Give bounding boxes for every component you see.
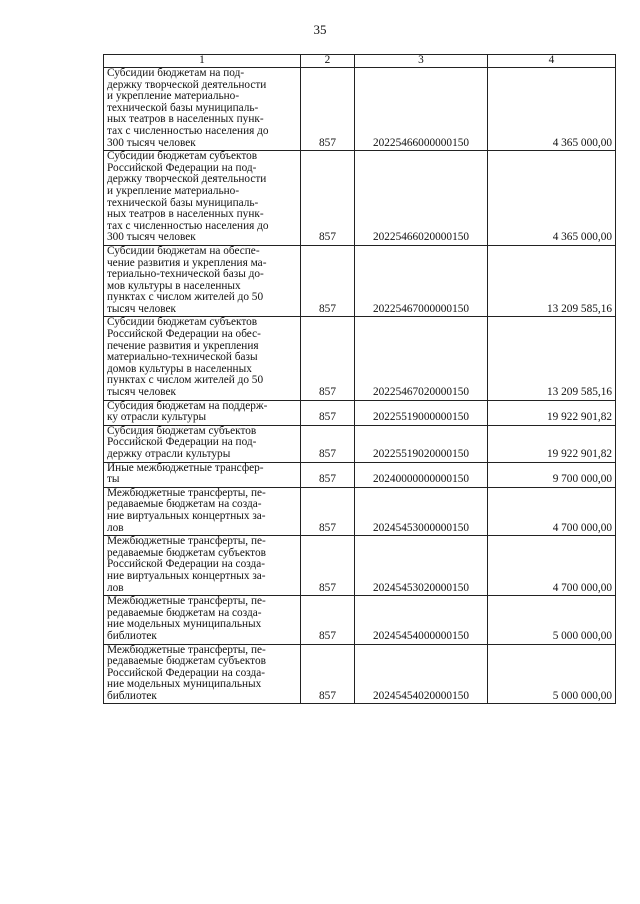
table-row xyxy=(104,425,616,462)
table-row xyxy=(104,400,616,425)
row-amount: 4 700 000,00 xyxy=(488,487,616,535)
row-code: 857 xyxy=(301,151,355,246)
row-description: Субсидия бюджетам на поддерж- ку отрасли культуры xyxy=(104,400,301,425)
row-code: 857 xyxy=(301,245,355,317)
column-header: 1 xyxy=(104,55,301,68)
row-amount: 13 209 585,16 xyxy=(488,317,616,400)
row-code: 857 xyxy=(301,462,355,487)
table-row xyxy=(104,151,616,246)
row-code: 857 xyxy=(301,68,355,151)
row-code: 857 xyxy=(301,425,355,462)
row-description: Субсидия бюджетам субъектов Российской Федерации на под- держку отрасли культуры xyxy=(104,425,301,462)
row-kbk-code: 20245454000000150 xyxy=(355,596,488,644)
row-description: Иные межбюджетные трансфер- ты xyxy=(104,462,301,487)
table-row xyxy=(104,68,616,151)
row-description: Субсидии бюджетам на под- держку творческой деятельности и укрепление материально- технической базы муниципаль- ных театров в населенных пунк- тах с численностью населения до 300 тысяч человек xyxy=(104,68,301,151)
row-kbk-code: 20225466020000150 xyxy=(355,151,488,246)
table-row xyxy=(104,644,616,704)
row-description: Межбюджетные трансферты, пе- редаваемые бюджетам субъектов Российской Федерации на созда- ние виртуальных концертных за- лов xyxy=(104,536,301,596)
row-kbk-code: 20225519020000150 xyxy=(355,425,488,462)
row-amount: 4 365 000,00 xyxy=(488,68,616,151)
row-kbk-code: 20225467000000150 xyxy=(355,245,488,317)
table-row xyxy=(104,462,616,487)
row-description: Межбюджетные трансферты, пе- редаваемые бюджетам на созда- ние модельных муниципальных библиотек xyxy=(104,596,301,644)
row-amount: 4 365 000,00 xyxy=(488,151,616,246)
row-code: 857 xyxy=(301,536,355,596)
row-description: Субсидии бюджетам на обеспе- чение развития и укрепления ма- териально-технической базы до- мов культуры в населенных пунктах с числом жителей до 50 тысяч человек xyxy=(104,245,301,317)
column-header: 3 xyxy=(355,55,488,68)
column-header: 4 xyxy=(488,55,616,68)
table-header-row xyxy=(104,55,616,68)
row-description: Субсидии бюджетам субъектов Российской Федерации на под- держку творческой деятельности и укрепление материально- технической базы муниципаль- ных театров в населенных пунк- тах с численностью населения до 300 тысяч человек xyxy=(104,151,301,246)
table-row xyxy=(104,317,616,400)
row-kbk-code: 20245453000000150 xyxy=(355,487,488,535)
row-amount: 4 700 000,00 xyxy=(488,536,616,596)
row-amount: 5 000 000,00 xyxy=(488,596,616,644)
table-row xyxy=(104,536,616,596)
page-number: 35 xyxy=(313,22,327,37)
row-kbk-code: 20240000000000150 xyxy=(355,462,488,487)
budget-table xyxy=(103,54,616,704)
row-amount: 5 000 000,00 xyxy=(488,644,616,704)
row-kbk-code: 20245453020000150 xyxy=(355,536,488,596)
row-amount: 19 922 901,82 xyxy=(488,400,616,425)
table-row xyxy=(104,487,616,535)
row-kbk-code: 20245454020000150 xyxy=(355,644,488,704)
row-code: 857 xyxy=(301,487,355,535)
row-kbk-code: 20225466000000150 xyxy=(355,68,488,151)
row-code: 857 xyxy=(301,596,355,644)
row-description: Субсидии бюджетам субъектов Российской Федерации на обес- печение развития и укрепления материально-технической базы домов культуры в населенных пунктах с числом жителей до 50 тысяч человек xyxy=(104,317,301,400)
row-description: Межбюджетные трансферты, пе- редаваемые бюджетам субъектов Российской Федерации на созда- ние модельных муниципальных библиотек xyxy=(104,644,301,704)
row-description: Межбюджетные трансферты, пе- редаваемые бюджетам на созда- ние виртуальных концертных за- лов xyxy=(104,487,301,535)
row-kbk-code: 20225519000000150 xyxy=(355,400,488,425)
column-header: 2 xyxy=(301,55,355,68)
row-amount: 19 922 901,82 xyxy=(488,425,616,462)
row-code: 857 xyxy=(301,644,355,704)
row-code: 857 xyxy=(301,400,355,425)
row-code: 857 xyxy=(301,317,355,400)
table-row xyxy=(104,596,616,644)
row-kbk-code: 20225467020000150 xyxy=(355,317,488,400)
row-amount: 13 209 585,16 xyxy=(488,245,616,317)
row-amount: 9 700 000,00 xyxy=(488,462,616,487)
table-row xyxy=(104,245,616,317)
